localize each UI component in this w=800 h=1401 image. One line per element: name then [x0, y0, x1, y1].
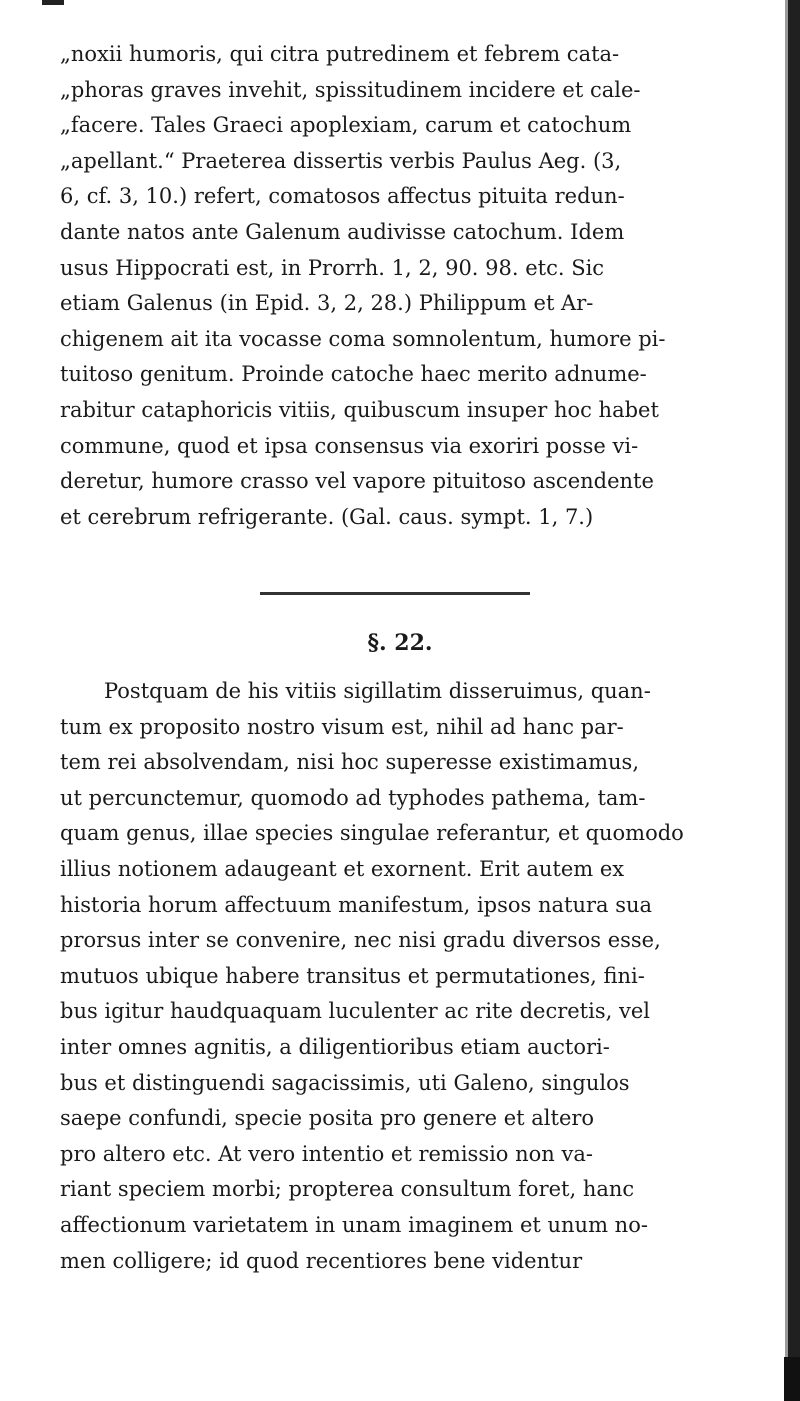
text-line: tuitoso genitum. Proinde catoche haec merito adnume-: [60, 362, 647, 387]
text-line: commune, quod et ipsa consensus via exoriri posse vi-: [60, 433, 639, 458]
paragraph-1: [60, 37, 768, 535]
text-line: riant speciem morbi; propterea consultum foret, hanc: [60, 1177, 635, 1202]
text-line: tem rei absolvendam, nisi hoc superesse existimamus,: [60, 750, 640, 775]
text-line: dante natos ante Galenum audivisse catochum. Idem: [60, 219, 625, 244]
text-line: mutuos ubique habere transitus et permutationes, fini-: [60, 963, 645, 988]
text-line: Postquam de his vitiis sigillatim disseruimus, quan-: [104, 679, 651, 703]
text-line: tum ex proposito nostro visum est, nihil ad hanc par-: [60, 714, 624, 739]
text-line: illius notionem adaugeant et exornent. Erit autem ex: [60, 856, 625, 881]
text-line: usus Hippocrati est, in Prorrh. 1, 2, 90. 98. etc. Sic: [60, 255, 605, 280]
text-line: inter omnes agnitis, a diligentioribus etiam auctori-: [60, 1034, 610, 1059]
top-print-mark: [42, 0, 64, 5]
text-line: prorsus inter se convenire, nec nisi gradu diversos esse,: [60, 928, 661, 953]
text-line: „facere. Tales Graeci apoplexiam, carum et catochum: [60, 113, 632, 138]
text-line: 6, cf. 3, 10.) refert, comatosos affectus pituita redun-: [60, 184, 625, 209]
text-line: rabitur cataphoricis vitiis, quibuscum insuper hoc habet: [60, 397, 659, 422]
section-divider: [260, 592, 530, 595]
text-line: quam genus, illae species singulae referantur, et quomodo: [60, 821, 684, 846]
text-line: pro altero etc. At vero intentio et remissio non va-: [60, 1141, 593, 1166]
text-line: chigenem ait ita vocasse coma somnolentum, humore pi-: [60, 326, 666, 351]
text-line: ut percunctemur, quomodo ad typhodes pathema, tam-: [60, 785, 646, 810]
text-line: bus et distinguendi sagacissimis, uti Galeno, singulos: [60, 1070, 630, 1095]
text-line: „noxii humoris, qui citra putredinem et febrem cata-: [60, 42, 620, 66]
text-line: etiam Galenus (in Epid. 3, 2, 28.) Philippum et Ar-: [60, 291, 594, 316]
text-line: deretur, humore crasso vel vapore pituitoso ascendente: [60, 469, 654, 494]
text-line: men colligere; id quod recentiores bene videntur: [60, 1248, 583, 1273]
text-line: affectionum varietatem in unam imaginem et unum no-: [60, 1212, 648, 1237]
text-line: „apellant.“ Praeterea dissertis verbis Paulus Aeg. (3,: [60, 148, 622, 173]
paragraph-2: [60, 674, 768, 1279]
corner-print-mark: [784, 1357, 800, 1401]
text-line: et cerebrum refrigerante. (Gal. caus. sympt. 1, 7.): [60, 504, 594, 529]
text-line: „phoras graves invehit, spissitudinem incidere et cale-: [60, 77, 641, 102]
section-heading: §. 22.: [367, 630, 433, 656]
text-line: saepe confundi, specie posita pro genere et altero: [60, 1106, 595, 1131]
text-line: bus igitur haudquaquam luculenter ac rite decretis, vel: [60, 999, 650, 1024]
text-line: historia horum affectuum manifestum, ipsos natura sua: [60, 892, 653, 917]
page-edge: [788, 0, 800, 1401]
